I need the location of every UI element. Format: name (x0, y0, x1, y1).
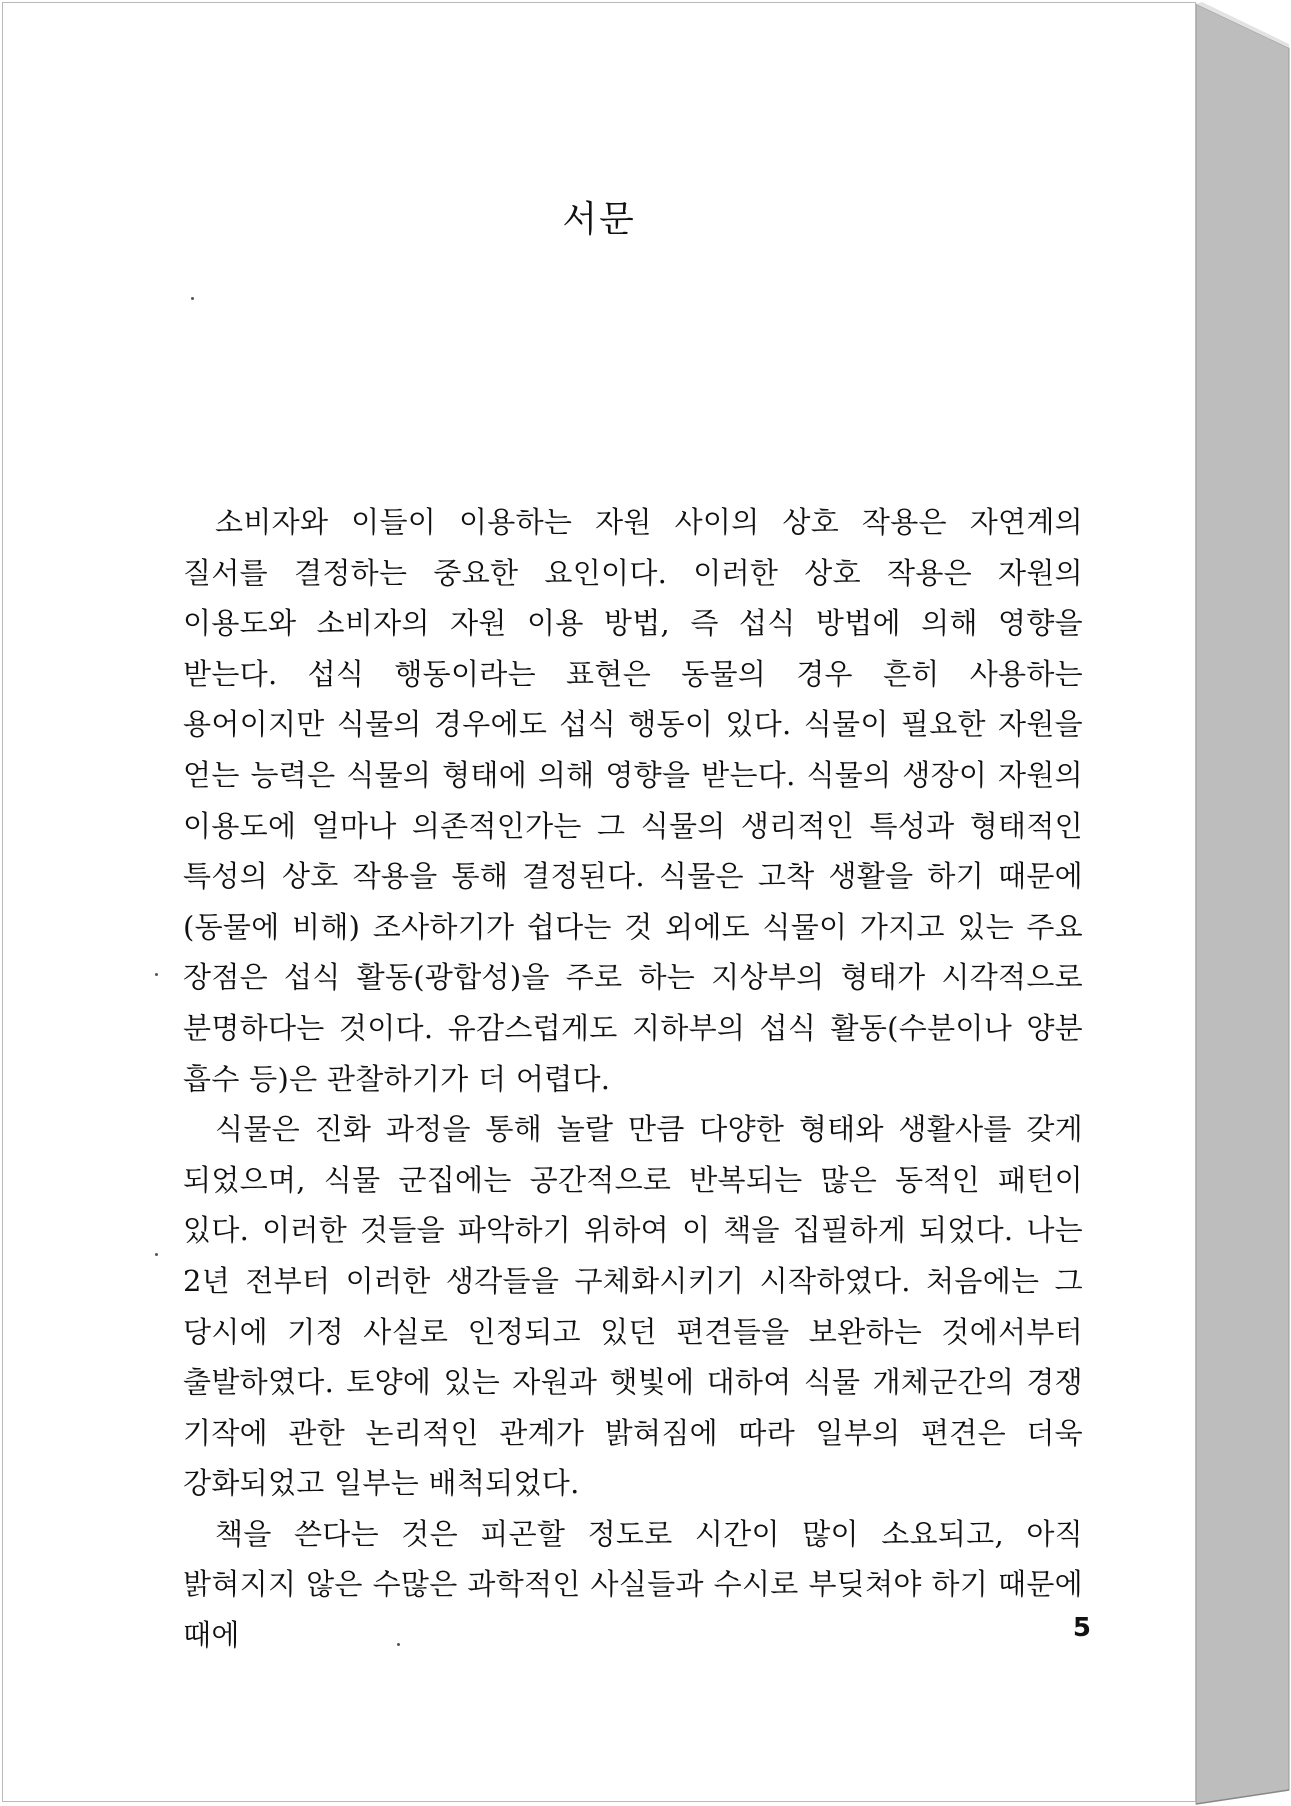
paragraph-2: 식물은 진화 과정을 통해 놀랄 만큼 다양한 형태와 생활사를 갖게 되었으며, 식물 군집에는 공간적으로 반복되는 많은 동적인 패턴이 있다. 이러한 것들을 파악하기 위하여 이 책을 집필하게 되었다. 나는 2년 전부터 이러한 생각들을 구체화시키기 시작하였다. 처음에는 그 당시에 기정 사실로 인정되고 있던 편견들을 보완하는 것에서부터 출발하였다. 토양에 있는 자원과 햇빛에 대하여 식물 개체군간의 경쟁 기작에 관한 논리적인 관계가 밝혀짐에 따라 일부의 편견은 더욱 강화되었고 일부는 배척되었다. (183, 1112, 1083, 1501)
paragraph-1: 소비자와 이들이 이용하는 자원 사이의 상호 작용은 자연계의 질서를 결정하는 중요한 요인이다. 이러한 상호 작용은 자원의 이용도와 소비자의 자원 이용 방법, 즉 섭식 방법에 의해 영향을 받는다. 섭식 행동이라는 표현은 동물의 경우 흔히 사용하는 용어이지만 식물의 경우에도 섭식 행동이 있다. 식물이 필요한 자원을 얻는 능력은 식물의 형태에 의해 영향을 받는다. 식물의 생장이 자원의 이용도에 얼마나 의존적인가는 그 식물의 생리적인 특성과 형태적인 특성의 상호 작용을 통해 결정된다. 식물은 고착 생활을 하기 때문에(동물에 비해) 조사하기가 쉽다는 것 외에도 식물이 가지고 있는 주요 장점은 섭식 활동(광합성)을 주로 하는 지상부의 형태가 시각적으로 분명하다는 것이다. 유감스럽게도 지하부의 섭식 활동(수분이나 양분 흡수 등)은 관찰하기가 더 어렵다. (183, 505, 1083, 1096)
scan-speck (191, 297, 194, 300)
body-text (183, 497, 1083, 1661)
paragraph-3: 책을 쓴다는 것은 피곤할 정도로 시간이 많이 소요되고, 아직 밝혀지지 않은 수많은 과학적인 사실들과 수시로 부딪쳐야 하기 때문에 때에 (183, 1516, 1083, 1653)
scan-speck (155, 973, 158, 976)
page-title: 서문 (562, 199, 636, 240)
page-number: 5 (1072, 1613, 1091, 1643)
page-block-side (1196, 4, 1289, 1804)
scan-speck (397, 1643, 400, 1646)
document-page (2, 2, 1196, 1802)
scan-speck (155, 1253, 158, 1256)
